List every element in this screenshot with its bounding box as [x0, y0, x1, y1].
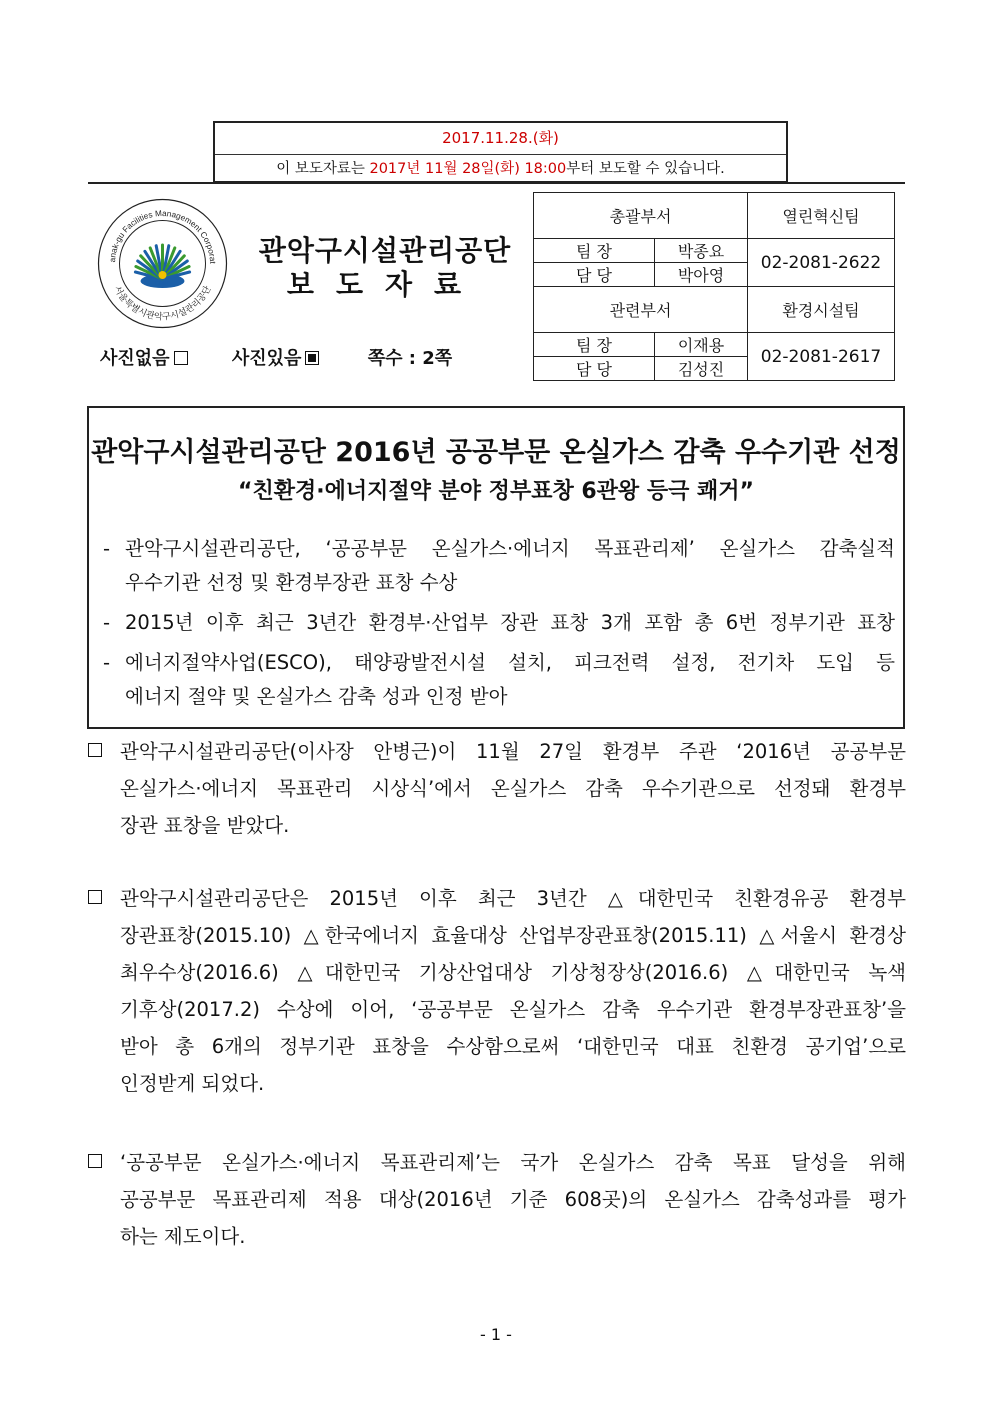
pages-label: 쪽수 : 2쪽	[367, 348, 453, 369]
headline-subtitle: “친환경·에너지절약 분야 정부표창 6관왕 등극 쾌거”	[238, 479, 754, 504]
bullet-line: 관악구시설관리공단, ‘공공부문 온실가스·에너지 목표관리제’ 온실가스 감축실적	[125, 537, 895, 560]
paragraph-square-marker	[88, 890, 102, 904]
bullet-line: 우수기관 선정 및 환경부장관 표창 수상	[125, 571, 458, 594]
dept2-leader-role: 팀 장	[534, 333, 655, 357]
page-number: - 1 -	[480, 1325, 512, 1344]
paragraph-line: 관악구시설관리공단은 2015년 이후 최근 3년간 △대한민국 친환경유공 환경부	[120, 887, 906, 910]
has-photo-label: 사진있음	[231, 348, 302, 369]
body-paragraph	[88, 733, 906, 844]
headline-box	[87, 406, 905, 729]
dept1-staff-role: 담 당	[534, 263, 655, 287]
release-date-box	[213, 121, 788, 183]
paragraph-square-marker	[88, 1154, 102, 1168]
body-paragraph	[88, 880, 906, 1102]
body-paragraph	[88, 1144, 906, 1255]
paragraph-square-marker	[88, 743, 102, 757]
logo-sun	[159, 271, 167, 279]
has-photo-checkbox	[305, 351, 319, 365]
dept1-leader-name: 박종요	[655, 239, 748, 263]
dept2-label: 관련부서	[534, 287, 748, 333]
bullet-line: 에너지 절약 및 온실가스 감축 성과 인정 받아	[125, 685, 508, 708]
embargo-time: 2017년 11월 28일(화) 18:00	[369, 161, 567, 177]
dept2-staff-role: 담 당	[534, 357, 655, 381]
contact-table	[533, 192, 895, 381]
logo-ring-text-bottom: 서울특별시관악구시설관리공단	[111, 284, 214, 323]
no-photo-label: 사진없음	[100, 348, 170, 369]
paragraph-line: ‘공공부문 온실가스·에너지 목표관리제’는 국가 온실가스 감축 목표 달성을 위해	[120, 1151, 906, 1174]
logo-ring-text-top: anak-gu Facilities Management Corporat	[107, 208, 218, 264]
paragraph-line: 온실가스·에너지 목표관리 시상식’에서 온실가스 감축 우수기관으로 선정돼 환경부	[120, 777, 906, 800]
paragraph-line: 장관 표창을 받았다.	[120, 814, 290, 837]
doc-kind: 보도자료	[286, 268, 484, 301]
dept1-team: 열린혁신팀	[748, 193, 895, 239]
dept1-leader-role: 팀 장	[534, 239, 655, 263]
org-name: 관악구시설관리공단	[258, 234, 512, 267]
gfmc-logo	[96, 197, 229, 330]
embargo-notice: 이 보도자료는 2017년 11월 28일(화) 18:00부터 보도할 수 있습니다.	[276, 161, 725, 177]
headline-bullet: - 에너지절약사업(ESCO), 태양광발전시설 설치, 피크전력 설정, 전기차 도입 등 에너지 절약 및 온실가스 감축 성과 인정 받아	[103, 646, 895, 714]
paragraph-line: 기후상(2017.2) 수상에 이어, ‘공공부문 온실가스 감축 우수기관 환경부장관표창’을	[120, 998, 906, 1021]
headline-bullet: - 관악구시설관리공단, ‘공공부문 온실가스·에너지 목표관리제’ 온실가스 감축실적 우수기관 선정 및 환경부장관 표창 수상	[103, 532, 895, 600]
bullet-line: 에너지절약사업(ESCO), 태양광발전시설 설치, 피크전력 설정, 전기차 도입 등	[125, 651, 895, 674]
dept2-phone: 02-2081-2617	[748, 333, 895, 381]
dept1-phone: 02-2081-2622	[748, 239, 895, 287]
release-date: 2017.11.28.(화)	[215, 123, 786, 155]
paragraph-line: 관악구시설관리공단(이사장 안병근)이 11월 27일 환경부 주관 ‘2016년 공공부문	[120, 740, 906, 763]
paragraph-line: 하는 제도이다.	[120, 1225, 246, 1248]
dept2-staff-name: 김성진	[655, 357, 748, 381]
logo-initials: GFMC	[155, 281, 170, 287]
paragraph-line: 최우수상(2016.6) △대한민국 기상산업대상 기상청장상(2016.6) △대한민국 녹색	[120, 961, 906, 984]
paragraph-line: 받아 총 6개의 정부기관 표창을 수상함으로써 ‘대한민국 대표 친환경 공기업’으로	[120, 1035, 906, 1058]
dept2-leader-name: 이재용	[655, 333, 748, 357]
paragraph-line: 인정받게 되었다.	[120, 1072, 265, 1095]
photo-info	[100, 344, 452, 370]
headline-bullet: - 2015년 이후 최근 3년간 환경부·산업부 장관 표창 3개 포함 총 6번 정부기관 표창	[103, 606, 895, 640]
bullet-line: 2015년 이후 최근 3년간 환경부·산업부 장관 표창 3개 포함 총 6번 정부기관 표창	[125, 611, 895, 634]
headline-title: 관악구시설관리공단 2016년 공공부문 온실가스 감축 우수기관 선정	[91, 437, 901, 468]
paragraph-line: 공공부문 목표관리제 적용 대상(2016년 기준 608곳)의 온실가스 감축성과를 평가	[120, 1188, 906, 1211]
dept2-team: 환경시설팀	[748, 287, 895, 333]
no-photo-checkbox	[174, 351, 188, 365]
header-divider	[88, 182, 905, 184]
dept1-label: 총괄부서	[534, 193, 748, 239]
paragraph-line: 장관표창(2015.10) △한국에너지 효율대상 산업부장관표창(2015.11) △서울시 환경상	[120, 924, 906, 947]
dept1-staff-name: 박아영	[655, 263, 748, 287]
